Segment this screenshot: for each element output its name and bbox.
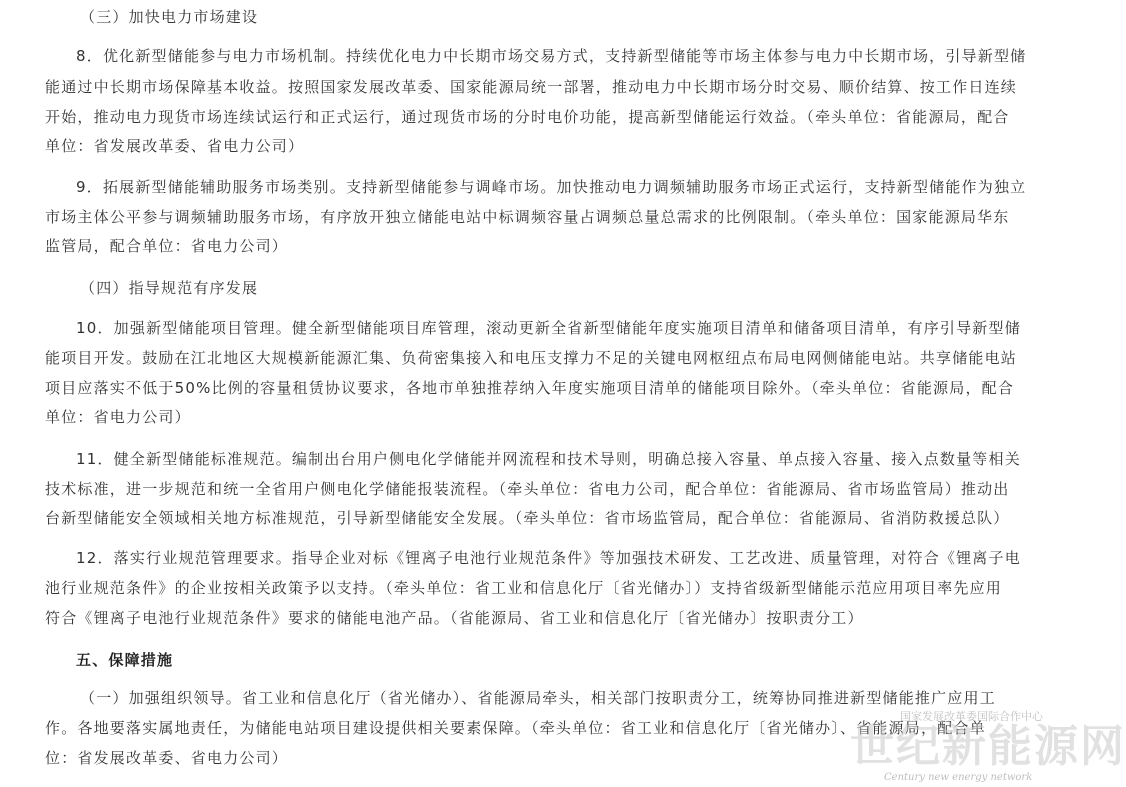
paragraph-11-line-1: 11．健全新型储能标准规范。编制出台用户侧电化学储能并网流程和技术导则，明确总接入容量、单点接入容量、接入点数量等相关	[76, 450, 1021, 468]
paragraph-8-line-2: 能通过中长期市场保障基本收益。按照国家发展改革委、国家能源局统一部署，推动电力中长期市场分时交易、顺价结算、按工作日连续	[45, 78, 1018, 96]
paragraph-10-line-1: 10．加强新型储能项目管理。健全新型储能项目库管理，滚动更新全省新型储能年度实施项目清单和储备项目清单，有序引导新型储	[76, 319, 1021, 337]
paragraph-9-line-1: 9．拓展新型储能辅助服务市场类别。支持新型储能参与调峰市场。加快推动电力调频辅助服务市场正式运行，支持新型储能作为独立	[76, 178, 1027, 196]
watermark-top-text: 国家发展改革委国际合作中心	[900, 710, 1043, 723]
paragraph-9-line-3: 监管局，配合单位：省电力公司）	[45, 237, 289, 255]
paragraph-guarantee-line-1: （一）加强组织领导。省工业和信息化厅（省光储办）、省能源局牵头，相关部门按职责分工，统筹协同推进新型储能推广应用工	[80, 689, 996, 707]
section-heading: （四）指导规范有序发展	[80, 279, 259, 297]
paragraph-guarantee-line-3: 位：省发展改革委、省电力公司）	[45, 749, 289, 767]
paragraph-11-line-2: 技术标准，进一步规范和统一全省用户侧电化学储能报装流程。（牵头单位：省电力公司，配合单位：省能源局、省市场监管局）推动出	[45, 480, 1010, 498]
paragraph-11-line-3: 台新型储能安全领域相关地方标准规范，引导新型储能安全发展。（牵头单位：省市场监管局，配合单位：省能源局、省消防救援总队）	[45, 509, 1010, 527]
paragraph-12-line-2: 池行业规范条件》的企业按相关政策予以支持。（牵头单位：省工业和信息化厅〔省光储办〕）支持省级新型储能示范应用项目率先应用	[45, 579, 1003, 597]
paragraph-10-line-2: 能项目开发。鼓励在江北地区大规模新能源汇集、负荷密集接入和电压支撑力不足的关键电网枢纽点布局电网侧储能电站。共享储能电站	[45, 349, 1018, 367]
section-heading: （三）加快电力市场建设	[80, 8, 259, 26]
paragraph-guarantee-line-2: 作。各地要落实属地责任，为储能电站项目建设提供相关要素保障。（牵头单位：省工业和信息化厅〔省光储办〕、省能源局，配合单	[45, 719, 986, 737]
watermark-logo-text: 世纪新能源网	[850, 721, 1126, 772]
watermark-english-text: Century new energy network	[884, 772, 1033, 783]
paragraph-8-line-1: 8．优化新型储能参与电力市场机制。持续优化电力中长期市场交易方式，支持新型储能等市场主体参与电力中长期市场，引导新型储	[76, 47, 1027, 65]
paragraph-8-line-4: 单位：省发展改革委、省电力公司）	[45, 137, 305, 155]
paragraph-9-line-2: 市场主体公平参与调频辅助服务市场，有序放开独立储能电站中标调频容量占调频总量总需求的比例限制。（牵头单位：国家能源局华东	[45, 208, 1010, 226]
paragraph-8-line-3: 开始，推动电力现货市场连续试运行和正式运行，通过现货市场的分时电价功能，提高新型储能运行效益。（牵头单位：省能源局，配合	[45, 108, 1010, 126]
section-heading-bold: 五、保障措施	[76, 651, 174, 669]
paragraph-12-line-3: 符合《锂离子电池行业规范条件》要求的储能电池产品。（省能源局、省工业和信息化厅〔省光储办〕按职责分工）	[45, 609, 864, 627]
paragraph-12-line-1: 12．落实行业规范管理要求。指导企业对标《锂离子电池行业规范条件》等加强技术研发、工艺改进、质量管理，对符合《锂离子电	[76, 549, 1021, 567]
paragraph-10-line-3: 项目应落实不低于50%比例的容量租赁协议要求，各地市单独推荐纳入年度实施项目清单的储能项目除外。（牵头单位：省能源局，配合	[45, 379, 1015, 397]
paragraph-10-line-4: 单位：省电力公司）	[45, 408, 191, 426]
